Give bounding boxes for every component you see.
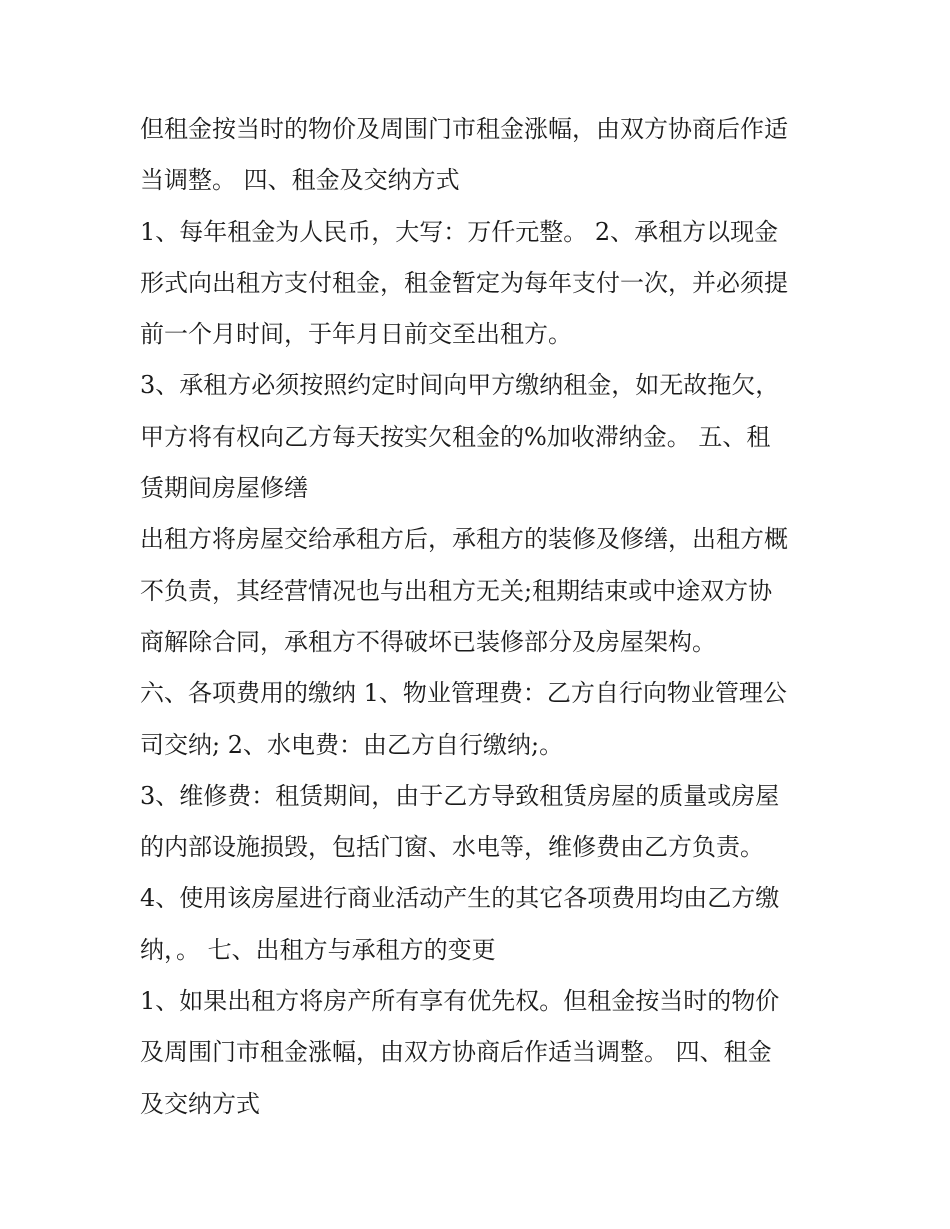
text-line: 当调整。 四、租金及交纳方式 — [140, 166, 460, 195]
text-line: 的内部设施损毁，包括门窗、水电等，维修费由乙方负责。 — [140, 833, 764, 862]
text-line: 纳，。 七、出租方与承租方的变更 — [140, 935, 496, 964]
text-line: 赁期间房屋修缮 — [140, 474, 308, 503]
text-line: 但租金按当时的物价及周围门市租金涨幅，由双方协商后作适 — [140, 115, 788, 143]
text-line: 出租方将房屋交给承租方后，承租方的装修及修缮，出租方概 — [140, 525, 788, 554]
text-line: 3、维修费：租赁期间，由于乙方导致租赁房屋的质量或房屋 — [140, 781, 780, 810]
text-line: 3、承租方必须按照约定时间向甲方缴纳租金，如无故拖欠， — [140, 371, 780, 400]
text-line: 司交纳; 2、水电费：由乙方自行缴纳;。 — [140, 730, 564, 759]
text-line: 商解除合同，承租方不得破坏已装修部分及房屋架构。 — [140, 627, 716, 656]
document-body — [140, 104, 820, 1130]
text-line: 及交纳方式 — [140, 1089, 260, 1118]
text-line: 及周围门市租金涨幅，由双方协商后作适当调整。 四、租金 — [140, 1038, 772, 1067]
text-line: 六、各项费用的缴纳 1、物业管理费：乙方自行向物业管理公 — [140, 679, 787, 708]
text-line: 1、如果出租方将房产所有享有优先权。但租金按当时的物价 — [140, 987, 780, 1016]
text-line: 1、每年租金为人民币，大写：万仟元整。 2、承租方以现金 — [140, 217, 779, 246]
text-line: 4、使用该房屋进行商业活动产生的其它各项费用均由乙方缴 — [140, 884, 780, 913]
text-line: 前一个月时间，于年月日前交至出租方。 — [140, 320, 572, 349]
text-line: 甲方将有权向乙方每天按实欠租金的%加收滞纳金。 五、租 — [140, 422, 771, 451]
text-line: 形式向出租方支付租金，租金暂定为每年支付一次，并必须提 — [140, 268, 788, 297]
text-line: 不负责，其经营情况也与出租方无关;租期结束或中途双方协 — [140, 576, 773, 605]
